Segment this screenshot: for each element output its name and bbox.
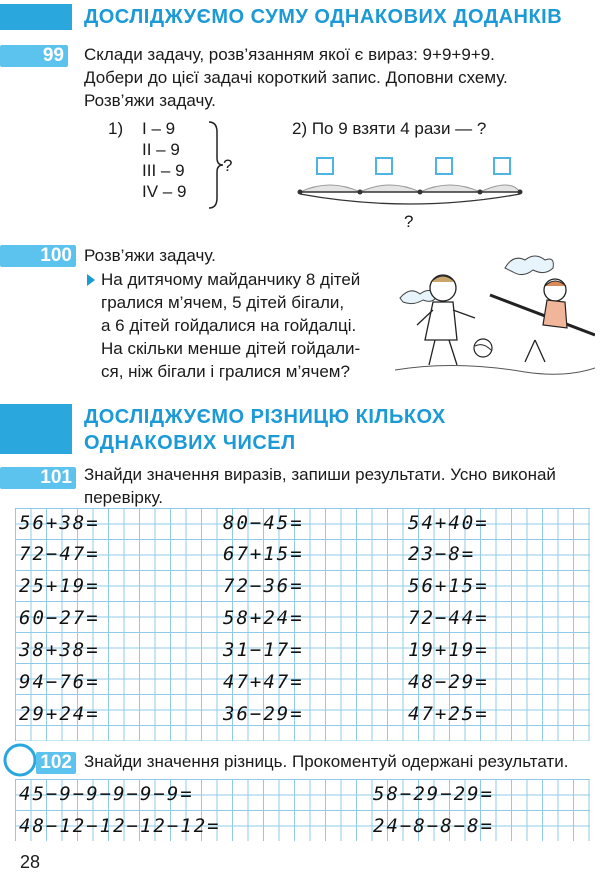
expression: 80−45= [223, 512, 304, 534]
page-number: 28 [20, 852, 41, 872]
section-title-line: ОДНАКОВИХ ЧИСЕЛ [84, 432, 296, 454]
circle-marker-icon [2, 742, 38, 778]
triangle-marker-icon [86, 273, 96, 287]
record-row: IV – 9 [142, 182, 187, 201]
scheme-label: 1) [108, 119, 124, 138]
task-line: гралися м’ячем, 5 дітей бігали, [101, 293, 345, 312]
expression: 58−29−29= [373, 783, 494, 805]
expression: 23−8= [408, 543, 476, 565]
expression: 24−8−8−8= [373, 815, 494, 837]
expression: 38+38= [19, 639, 100, 661]
expression: 72−36= [223, 575, 304, 597]
task-line: На дитячому майданчику 8 дітей [101, 270, 361, 289]
expression: 94−76= [19, 671, 100, 693]
task-line: Склади задачу, розв’язанням якої є вираз: 9+9+9+9. [84, 45, 495, 64]
task-number: 100 [40, 245, 72, 266]
scheme-label: 2) По 9 взяти 4 рази — ? [292, 119, 487, 138]
task-number-badge [0, 245, 76, 267]
task-text [84, 463, 599, 509]
task-number-badge [0, 467, 76, 489]
expression: 29+24= [19, 703, 100, 725]
expression: 25+19= [19, 575, 100, 597]
record-row: ІІІ – 9 [142, 161, 185, 180]
task-line: Знайди значення виразів, запиши результати. Усно виконай [84, 465, 556, 484]
segment-diagram [290, 170, 530, 210]
task-line: На скільки менше дітей гойдали- [101, 339, 361, 358]
task-line: а 6 дітей гойдалися на гойдалці. [101, 316, 357, 335]
playground-illustration [395, 250, 595, 385]
section-bar [0, 4, 72, 30]
short-record [142, 118, 186, 202]
task-number-badge [0, 45, 68, 67]
task-line: ся, ніж бігали і гралися м’ячем? [101, 362, 350, 381]
expression: 58+24= [223, 607, 304, 629]
expression: 56+38= [19, 512, 100, 534]
task-text [84, 43, 599, 112]
record-row: ІІ – 9 [142, 140, 180, 159]
expression: 48−29= [408, 671, 489, 693]
task-line: Добери до цієї задачі короткий запис. Доповни схему. [84, 68, 508, 87]
task-text: Знайди значення різниць. Прокоментуй одержані результати. [84, 752, 569, 771]
expression: 54+40= [408, 512, 489, 534]
expression: 47+25= [408, 703, 489, 725]
expression: 31−17= [223, 639, 304, 661]
question-mark: ? [404, 212, 414, 231]
section-bar [0, 404, 72, 454]
task-title: Розв’яжи задачу. [84, 246, 216, 265]
task-line: Розв’яжи задачу. [84, 91, 216, 110]
expression: 19+19= [408, 639, 489, 661]
section-title: ДОСЛІДЖУЄМО СУМУ ОДНАКОВИХ ДОДАНКІВ [84, 6, 563, 28]
task-number: 102 [40, 752, 72, 773]
task-text [101, 268, 401, 383]
task-number-badge [36, 752, 76, 774]
expression: 48−12−12−12−12= [19, 815, 221, 837]
expression: 47+47= [223, 671, 304, 693]
expression: 36−29= [223, 703, 304, 725]
task-number: 101 [40, 467, 72, 488]
brace-icon [205, 120, 225, 210]
task-number: 99 [42, 45, 64, 66]
expression: 56+15= [408, 575, 489, 597]
record-row: І – 9 [142, 119, 176, 138]
expression: 72−44= [408, 607, 489, 629]
expression: 60−27= [19, 607, 100, 629]
expression: 67+15= [223, 543, 304, 565]
section-title [84, 404, 446, 456]
expression: 72−47= [19, 543, 100, 565]
question-mark: ? [223, 156, 233, 175]
task-line: перевірку. [84, 488, 163, 507]
expression: 45−9−9−9−9−9= [19, 783, 194, 805]
section-title-line: ДОСЛІДЖУЄМО РІЗНИЦЮ КІЛЬКОХ [84, 406, 446, 428]
